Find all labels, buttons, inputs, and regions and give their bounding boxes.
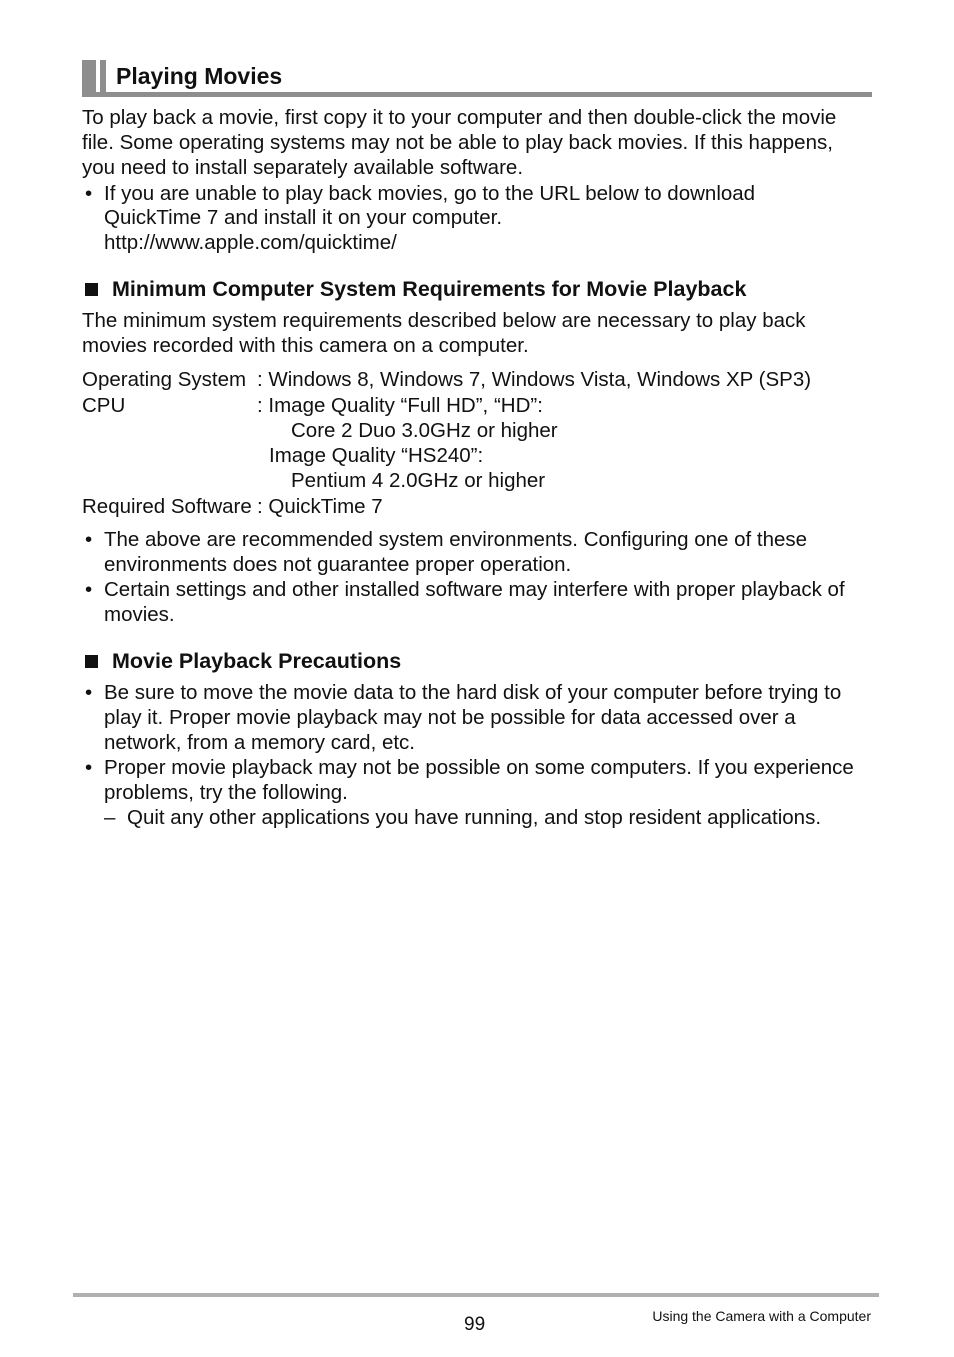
- bullet: •: [85, 578, 93, 601]
- list-item-line: problems, try the following.: [104, 781, 348, 804]
- note-line: QuickTime 7 and install it on your computer.: [104, 206, 503, 229]
- requirements-intro-line: The minimum system requirements described below are necessary to play back: [82, 309, 806, 332]
- note-line: The above are recommended system environments. Configuring one of these: [104, 528, 808, 551]
- square-bullet-icon: [85, 655, 98, 668]
- intro-line: To play back a movie, first copy it to your computer and then double-click the movie: [82, 106, 837, 129]
- os-label: Operating System: [82, 368, 247, 391]
- intro-line: file. Some operating systems may not be able to play back movies. If this happens,: [82, 131, 833, 154]
- heading-underline: [82, 92, 872, 97]
- list-item-line: network, from a memory card, etc.: [104, 731, 416, 754]
- page-number: 99: [464, 1314, 486, 1335]
- bullet: •: [85, 528, 93, 551]
- requirements-heading: Minimum Computer System Requirements for Movie Playback: [112, 277, 747, 301]
- cpu-value: Core 2 Duo 3.0GHz or higher: [291, 419, 558, 442]
- footer-section-title: Using the Camera with a Computer: [652, 1308, 871, 1324]
- cpu-value: Image Quality “HS240”:: [269, 444, 484, 467]
- requirements-intro-line: movies recorded with this camera on a computer.: [82, 334, 529, 357]
- bullet: •: [85, 756, 93, 779]
- software-label: Required Software: [82, 495, 252, 518]
- cpu-value: Pentium 4 2.0GHz or higher: [291, 469, 546, 492]
- cpu-value: : Image Quality “Full HD”, “HD”:: [257, 394, 543, 417]
- note-line: environments does not guarantee proper operation.: [104, 553, 572, 576]
- dash: –: [104, 806, 116, 829]
- intro-line: you need to install separately available software.: [82, 156, 524, 179]
- footer-rule: [73, 1293, 879, 1297]
- heading-marker-bar-thin: [100, 60, 106, 96]
- cpu-label: CPU: [82, 394, 126, 417]
- note-line: Certain settings and other installed software may interfere with proper playback of: [104, 578, 845, 601]
- quicktime-url: http://www.apple.com/quicktime/: [104, 231, 397, 254]
- note-line: movies.: [104, 603, 175, 626]
- software-value: : QuickTime 7: [257, 495, 383, 518]
- precautions-heading: Movie Playback Precautions: [112, 649, 402, 673]
- bullet: •: [85, 182, 93, 205]
- os-value: : Windows 8, Windows 7, Windows Vista, Windows XP (SP3): [257, 368, 812, 391]
- note-line: If you are unable to play back movies, go to the URL below to download: [104, 182, 756, 205]
- list-item-line: Proper movie playback may not be possible on some computers. If you experience: [104, 756, 854, 779]
- sub-list-item: Quit any other applications you have running, and stop resident applications.: [127, 806, 822, 829]
- list-item-line: play it. Proper movie playback may not be possible for data accessed over a: [104, 706, 796, 729]
- heading-marker-bar: [82, 60, 96, 96]
- square-bullet-icon: [85, 283, 98, 296]
- bullet: •: [85, 681, 93, 704]
- page-title: Playing Movies: [116, 63, 283, 89]
- list-item-line: Be sure to move the movie data to the hard disk of your computer before trying to: [104, 681, 842, 704]
